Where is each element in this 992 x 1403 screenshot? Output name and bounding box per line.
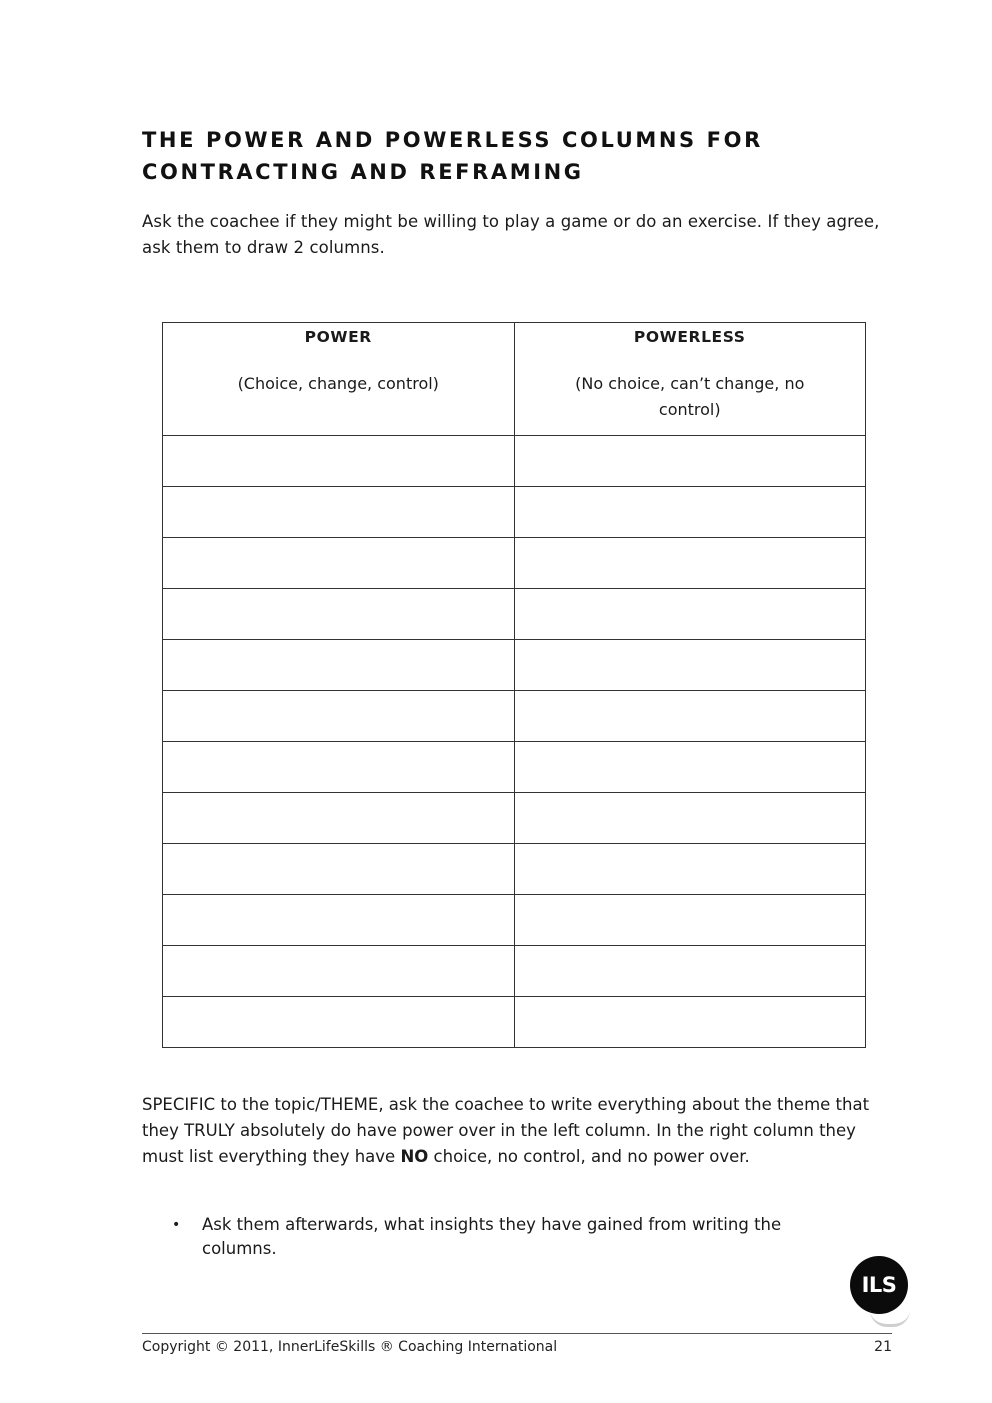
power-cell (163, 487, 515, 538)
table-header-row (163, 323, 866, 436)
table-row (163, 793, 866, 844)
table-row (163, 946, 866, 997)
table-row (163, 436, 866, 487)
power-cell (163, 946, 515, 997)
powerless-cell (514, 436, 866, 487)
table-row (163, 895, 866, 946)
powerless-cell (514, 793, 866, 844)
power-cell (163, 538, 515, 589)
table-row (163, 487, 866, 538)
intro-paragraph: Ask the coachee if they might be willing to play a game or do an exercise. If they agree, ask them to draw 2 columns. (142, 212, 880, 257)
powerless-cell (514, 538, 866, 589)
power-cell (163, 793, 515, 844)
powerless-cell (514, 640, 866, 691)
page-title: THE POWER AND POWERLESS COLUMNS FOR CONTRACTING AND REFRAMING (142, 128, 763, 184)
ils-logo-text: ILS (861, 1273, 897, 1297)
powerless-header-subtitle: (No choice, can’t change, no control) (575, 374, 805, 419)
footer-copyright: Copyright © 2011, InnerLifeSkills ® Coaching International (142, 1339, 558, 1355)
power-cell (163, 742, 515, 793)
powerless-cell (514, 589, 866, 640)
powerless-cell (514, 844, 866, 895)
ils-logo (850, 1256, 908, 1314)
instructions-text-part1: SPECIFIC to the topic/THEME, ask the coachee to write everything about the theme that they TRULY absolutely do have power over in the left column. In the right column they must list everything they have (142, 1095, 870, 1166)
powerless-column-header (514, 323, 866, 436)
bullet-dot-icon: • (172, 1217, 181, 1233)
instructions-text-part2: choice, no control, and no power over. (428, 1147, 750, 1166)
power-powerless-table (162, 322, 866, 1048)
bullet-item (172, 1212, 852, 1261)
powerless-cell (514, 895, 866, 946)
power-cell (163, 895, 515, 946)
table-row (163, 997, 866, 1048)
power-cell (163, 997, 515, 1048)
page-number: 21 (874, 1339, 892, 1355)
power-cell (163, 436, 515, 487)
instructions-emphasis: NO (400, 1147, 429, 1166)
power-header-subtitle: (Choice, change, control) (237, 374, 439, 393)
power-header-label: POWER (304, 328, 372, 346)
bullet-text: Ask them afterwards, what insights they have gained from writing the columns. (202, 1215, 782, 1258)
power-cell (163, 691, 515, 742)
power-cell (163, 844, 515, 895)
instructions-paragraph (142, 1092, 890, 1170)
powerless-cell (514, 997, 866, 1048)
powerless-header-label: POWERLESS (633, 328, 746, 346)
powerless-cell (514, 946, 866, 997)
table-row (163, 844, 866, 895)
powerless-cell (514, 742, 866, 793)
power-column-header (163, 323, 515, 436)
table-row (163, 589, 866, 640)
footer-divider (142, 1333, 892, 1334)
power-cell (163, 640, 515, 691)
powerless-cell (514, 691, 866, 742)
power-cell (163, 589, 515, 640)
table-row (163, 538, 866, 589)
table-row (163, 742, 866, 793)
table-row (163, 640, 866, 691)
ils-logo-swoosh (870, 1310, 910, 1327)
table-row (163, 691, 866, 742)
powerless-cell (514, 487, 866, 538)
